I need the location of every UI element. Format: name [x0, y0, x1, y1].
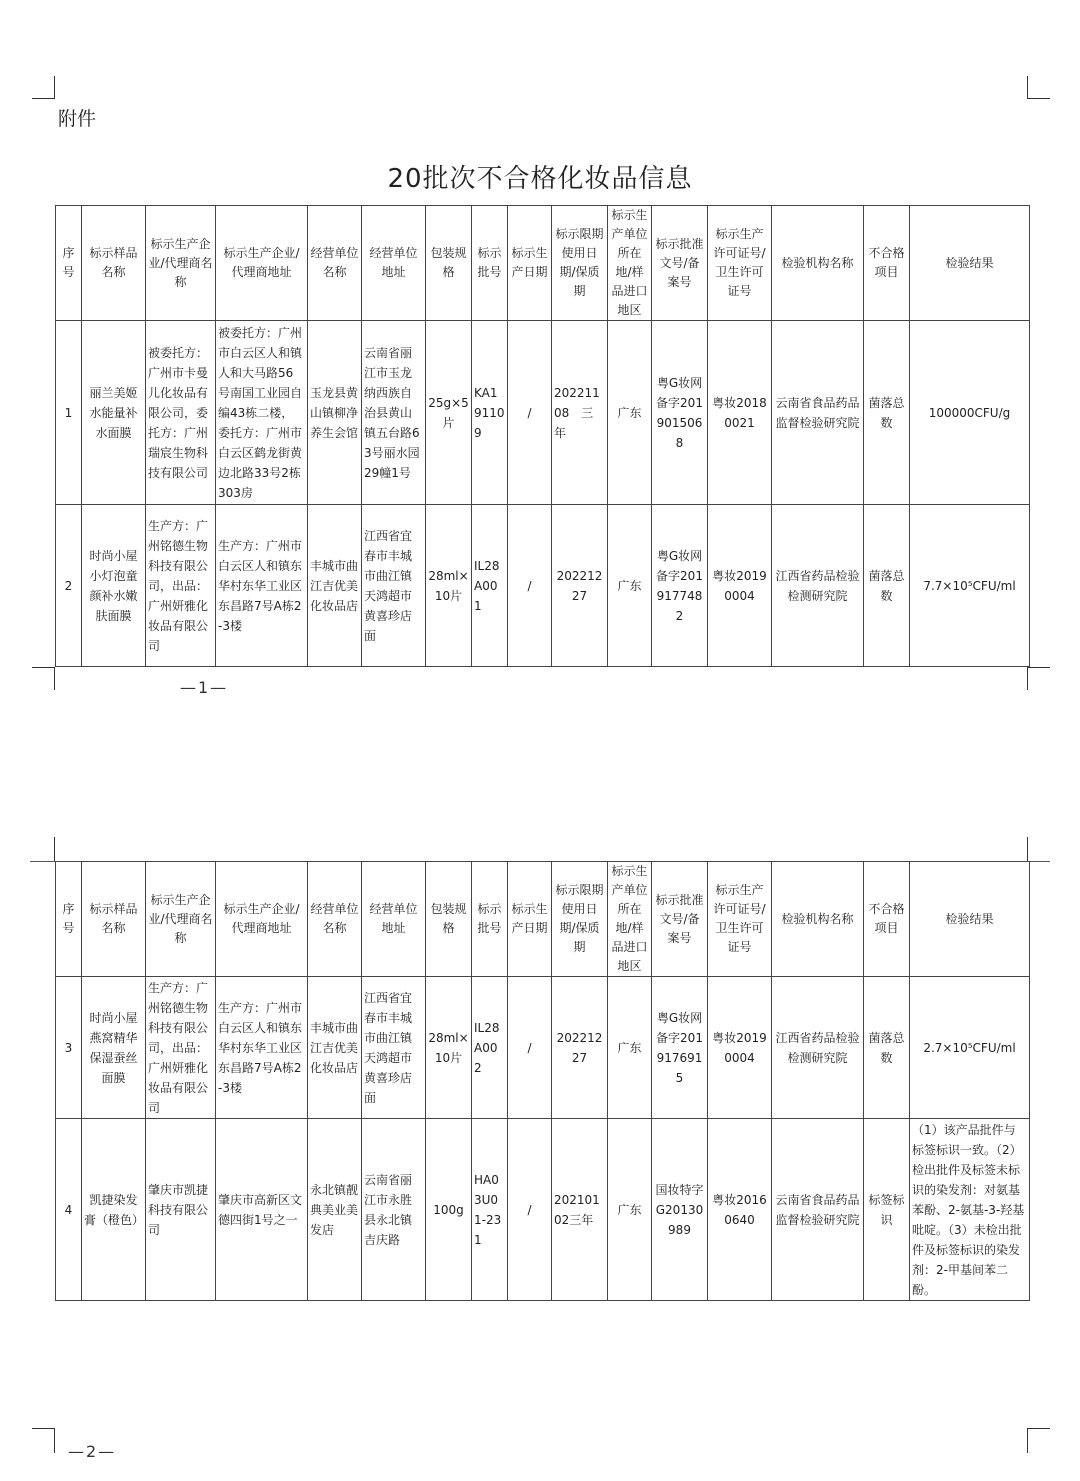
- cell-approval-number: 国妆特字G20130989: [652, 1119, 708, 1301]
- cell-package: 28ml×10片: [426, 505, 472, 667]
- cell-package: 28ml×10片: [426, 977, 472, 1119]
- header-production-date: 标示生产日期: [508, 206, 552, 321]
- page-title: 20批次不合格化妆品信息: [387, 164, 693, 194]
- cell-batch: IL28A002: [472, 977, 508, 1119]
- cell-approval-number: 粤G妆网备字2019015068: [652, 321, 708, 505]
- header-inspection-agency: 检验机构名称: [772, 206, 864, 321]
- cell-failed-item: 标签标识: [864, 1119, 910, 1301]
- header-seller-name: 经营单位名称: [308, 206, 362, 321]
- header-seller-name: 经营单位名称: [308, 862, 362, 977]
- cell-production-date: /: [508, 977, 552, 1119]
- cell-manufacturer-address: 生产方：广州市白云区人和镇东华村东华工业区东昌路7号A栋2-3楼: [216, 505, 308, 667]
- header-inspection-agency: 检验机构名称: [772, 862, 864, 977]
- header-seller-address: 经营单位地址: [362, 862, 426, 977]
- cell-manufacturer-address: 肇庆市高新区文德四街1号之一: [216, 1119, 308, 1301]
- header-failed-item: 不合格项目: [864, 862, 910, 977]
- header-expiry: 标示限期使用日期/保质期: [552, 206, 608, 321]
- crop-mark-bottom-right: [1027, 667, 1050, 690]
- cell-index: 3: [56, 977, 82, 1119]
- page-number-1: —1—: [180, 678, 229, 697]
- cell-approval-number: 粤G妆网备字2019176915: [652, 977, 708, 1119]
- page-number-2: —2—: [68, 1442, 117, 1461]
- cell-production-date: /: [508, 505, 552, 667]
- cell-manufacturer-address: 被委托方：广州市白云区人和镇人和大马路56号南国工业园自编43栋二楼，委托方：广州市白云区鹤龙街黄边北路33号2栋303房: [216, 321, 308, 505]
- cell-index: 4: [56, 1119, 82, 1301]
- cell-expiry: 20221227: [552, 977, 608, 1119]
- header-batch: 标示批号: [472, 206, 508, 321]
- crop-mark-bottom-left: [32, 1428, 55, 1453]
- cell-manufacturer-name: 被委托方：广州市卡曼儿化妆品有限公司，委托方：广州瑞宸生物科技有限公司: [146, 321, 216, 505]
- crop-mark-top-right: [1027, 76, 1050, 99]
- cell-manufacturer-name: 肇庆市凯捷科技有限公司: [146, 1119, 216, 1301]
- crop-mark-bottom-right: [1027, 1428, 1050, 1453]
- cell-batch: IL28A001: [472, 505, 508, 667]
- cell-failed-item: 菌落总数: [864, 321, 910, 505]
- table-header-row: [56, 862, 1030, 977]
- cell-manufacturer-address: 生产方：广州市白云区人和镇东华村东华工业区东昌路7号A栋2-3楼: [216, 977, 308, 1119]
- header-license-number: 标示生产许可证号/卫生许可证号: [708, 206, 772, 321]
- cell-inspection-agency: 江西省药品检验检测研究院: [772, 505, 864, 667]
- cell-batch: HA03U01-231: [472, 1119, 508, 1301]
- table-page-1: [55, 205, 1030, 667]
- header-package: 包装规格: [426, 206, 472, 321]
- crop-mark-top-right: [1027, 837, 1050, 861]
- cell-production-date: /: [508, 1119, 552, 1301]
- cell-sample-name: 丽兰美姬水能量补水面膜: [82, 321, 146, 505]
- cell-seller-address: 云南省丽江市玉龙纳西族自治县黄山镇五台路63号丽水园29幢1号: [362, 321, 426, 505]
- cell-inspection-agency: 云南省食品药品监督检验研究院: [772, 1119, 864, 1301]
- cell-result: 7.7×10⁵CFU/ml: [910, 505, 1030, 667]
- header-approval-number: 标示批准文号/备案号: [652, 206, 708, 321]
- cell-package: 100g: [426, 1119, 472, 1301]
- header-manufacturer-name: 标示生产企业/代理商名称: [146, 206, 216, 321]
- cell-expiry: 20210102三年: [552, 1119, 608, 1301]
- cell-sample-name: 凯捷染发膏（橙色）: [82, 1119, 146, 1301]
- header-approval-number: 标示批准文号/备案号: [652, 862, 708, 977]
- cell-seller-address: 云南省丽江市永胜县永北镇吉庆路: [362, 1119, 426, 1301]
- crop-mark-top-left: [32, 837, 55, 861]
- header-failed-item: 不合格项目: [864, 206, 910, 321]
- cell-failed-item: 菌落总数: [864, 505, 910, 667]
- header-index: 序号: [56, 862, 82, 977]
- header-result: 检验结果: [910, 862, 1030, 977]
- cell-production-date: /: [508, 321, 552, 505]
- table-header-row: [56, 206, 1030, 321]
- cell-sample-name: 时尚小屋小灯泡童颜补水嫩肤面膜: [82, 505, 146, 667]
- header-production-date: 标示生产日期: [508, 862, 552, 977]
- header-expiry: 标示限期使用日期/保质期: [552, 862, 608, 977]
- header-manufacturer-name: 标示生产企业/代理商名称: [146, 862, 216, 977]
- cell-expiry: 20221227: [552, 505, 608, 667]
- cell-sample-name: 时尚小屋燕窝精华保湿蚕丝面膜: [82, 977, 146, 1119]
- cell-origin: 广东: [608, 977, 652, 1119]
- crop-mark-bottom-left: [32, 667, 55, 690]
- cell-package: 25g×5片: [426, 321, 472, 505]
- cell-approval-number: 粤G妆网备字2019177482: [652, 505, 708, 667]
- table-row: [56, 505, 1030, 667]
- cell-seller-name: 丰城市曲江吉优美化妆品店: [308, 977, 362, 1119]
- cell-manufacturer-name: 生产方：广州铭德生物科技有限公司，出品：广州妍雅化妆品有限公司: [146, 505, 216, 667]
- crop-mark-top-left: [32, 76, 55, 99]
- cell-index: 1: [56, 321, 82, 505]
- cell-seller-address: 江西省宜春市丰城市曲江镇天鸿超市黄喜珍店面: [362, 977, 426, 1119]
- header-package: 包装规格: [426, 862, 472, 977]
- cell-index: 2: [56, 505, 82, 667]
- header-batch: 标示批号: [472, 862, 508, 977]
- header-sample-name: 标示样品名称: [82, 862, 146, 977]
- cell-seller-address: 江西省宜春市丰城市曲江镇天鸿超市黄喜珍店面: [362, 505, 426, 667]
- cell-license-number: 粤妆20190004: [708, 977, 772, 1119]
- cell-failed-item: 菌落总数: [864, 977, 910, 1119]
- table-row: [56, 977, 1030, 1119]
- cell-seller-name: 永北镇靓典美业美发店: [308, 1119, 362, 1301]
- cell-expiry: 20221108 三年: [552, 321, 608, 505]
- cell-inspection-agency: 江西省药品检验检测研究院: [772, 977, 864, 1119]
- cell-inspection-agency: 云南省食品药品监督检验研究院: [772, 321, 864, 505]
- cell-seller-name: 玉龙县黄山镇柳净养生会馆: [308, 321, 362, 505]
- cell-license-number: 粤妆20160640: [708, 1119, 772, 1301]
- table-row: [56, 321, 1030, 505]
- cell-batch: KA191109: [472, 321, 508, 505]
- cell-seller-name: 丰城市曲江吉优美化妆品店: [308, 505, 362, 667]
- header-index: 序号: [56, 206, 82, 321]
- table-page-2: [55, 861, 1030, 1301]
- header-manufacturer-address: 标示生产企业/代理商地址: [216, 206, 308, 321]
- header-sample-name: 标示样品名称: [82, 206, 146, 321]
- cell-result: 2.7×10⁵CFU/ml: [910, 977, 1030, 1119]
- attachment-label: 附件: [58, 108, 97, 130]
- cell-origin: 广东: [608, 321, 652, 505]
- cell-result: （1）该产品批件与标签标识一致。（2）检出批件及标签未标识的染发剂：对氨基苯酚、2-氨基-3-羟基吡啶。（3）未检出批件及标签标识的染发剂：2-甲基间苯二酚。: [910, 1119, 1030, 1301]
- cell-origin: 广东: [608, 505, 652, 667]
- header-result: 检验结果: [910, 206, 1030, 321]
- cell-result: 100000CFU/g: [910, 321, 1030, 505]
- header-origin: 标示生产单位所在地/样品进口地区: [608, 862, 652, 977]
- header-manufacturer-address: 标示生产企业/代理商地址: [216, 862, 308, 977]
- header-seller-address: 经营单位地址: [362, 206, 426, 321]
- table-row: [56, 1119, 1030, 1301]
- cell-origin: 广东: [608, 1119, 652, 1301]
- header-license-number: 标示生产许可证号/卫生许可证号: [708, 862, 772, 977]
- cell-license-number: 粤妆20180021: [708, 321, 772, 505]
- cell-manufacturer-name: 生产方：广州铭德生物科技有限公司，出品：广州妍雅化妆品有限公司: [146, 977, 216, 1119]
- header-origin: 标示生产单位所在地/样品进口地区: [608, 206, 652, 321]
- cell-license-number: 粤妆20190004: [708, 505, 772, 667]
